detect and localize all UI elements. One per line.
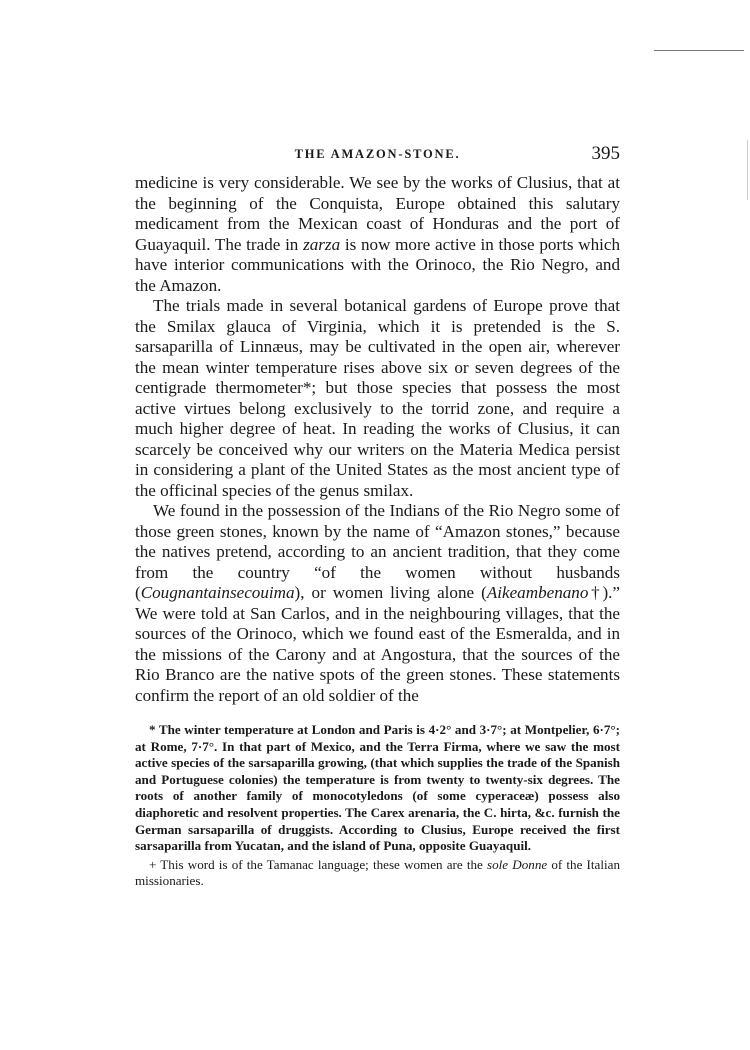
footnote-1: * The winter temperature at London and Paris is 4·2° and 3·7°; at Montpelier, 6·7°; at Rome, 7·7°. In that part of Mexico, and the Terra Firma, where we saw the most active species of the sarsaparilla growing, (that which supplies the trade of the Spanish and Portuguese colonies) the temperature is from twenty to twenty-six degrees. The roots of another family of monocotyledons (of some cyperaceæ) possess also diaphoretic and resolvent properties. The Carex arenaria, the C. hirta, &c. furnish the German sarsaparilla of druggists. According to Clusius, Europe received the first sarsaparilla from Yucatan, and the island of Puna, opposite Guayaquil. xyxy=(135,722,620,854)
dagger-mark: † xyxy=(588,583,603,602)
paragraph-2: The trials made in several botanical gardens of Europe prove that the Smilax glauca of Virginia, which it is pretended is the S. sarsaparilla of Linnæus, may be cultivated in the open air, wherever the mean winter temperature rises above six or seven degrees of the centigrade thermometer*; but those species that possess the most active virtues belong exclusively to the torrid zone, and require a much higher degree of heat. In reading the works of Clusius, it can scarcely be conceived why our writers on the Materia Medica persist in considering a plant of the United States as the most ancient type of the officinal species of the genus smilax. xyxy=(135,296,620,500)
term-sole-donne: sole Donne xyxy=(487,856,548,872)
scan-edge-line xyxy=(654,50,744,51)
term-aikeambenano: Aikeambenano xyxy=(486,583,589,602)
running-head: THE AMAZON-STONE. xyxy=(294,147,461,161)
body-text xyxy=(135,173,620,706)
page-number: 395 xyxy=(591,143,620,164)
footnotes xyxy=(135,722,620,890)
scan-edge-shadow xyxy=(747,140,748,200)
footnote-2: + This word is of the Tamanac language; these women are the sole Donne of the Italian missionaries. xyxy=(135,856,621,889)
book-page xyxy=(135,145,620,890)
paragraph-3: We found in the possession of the Indians of the Rio Negro some of those green stones, known by the name of “Amazon stones,” because the natives pretend, according to an ancient tradition, that they come from the country “of the women without husbands (Cougnantainsecouima), or women living alone (Aikeambenano†).” We were told at San Carlos, and in the neighbouring villages, that the sources of the Orinoco, which we found east of the Esmeralda, and in the missions of the Carony and at Angostura, that the sources of the Rio Branco are the native spots of the green stones. These statements confirm the report of an old soldier of the xyxy=(135,501,621,705)
page-header xyxy=(135,145,620,173)
zarza-term: zarza xyxy=(303,234,341,254)
paragraph-1: medicine is very considerable. We see by the works of Clusius, that at the beginning of the Conquista, Europe obtained this salutary medicament from the Mexican coast of Honduras and the port of Guayaquil. The trade in zarza is now more active in those ports which have interior communications with the Orinoco, the Rio Negro, and the Amazon. xyxy=(135,173,620,295)
term-cougnantainsecouima: Cougnantainsecouima xyxy=(140,583,295,602)
